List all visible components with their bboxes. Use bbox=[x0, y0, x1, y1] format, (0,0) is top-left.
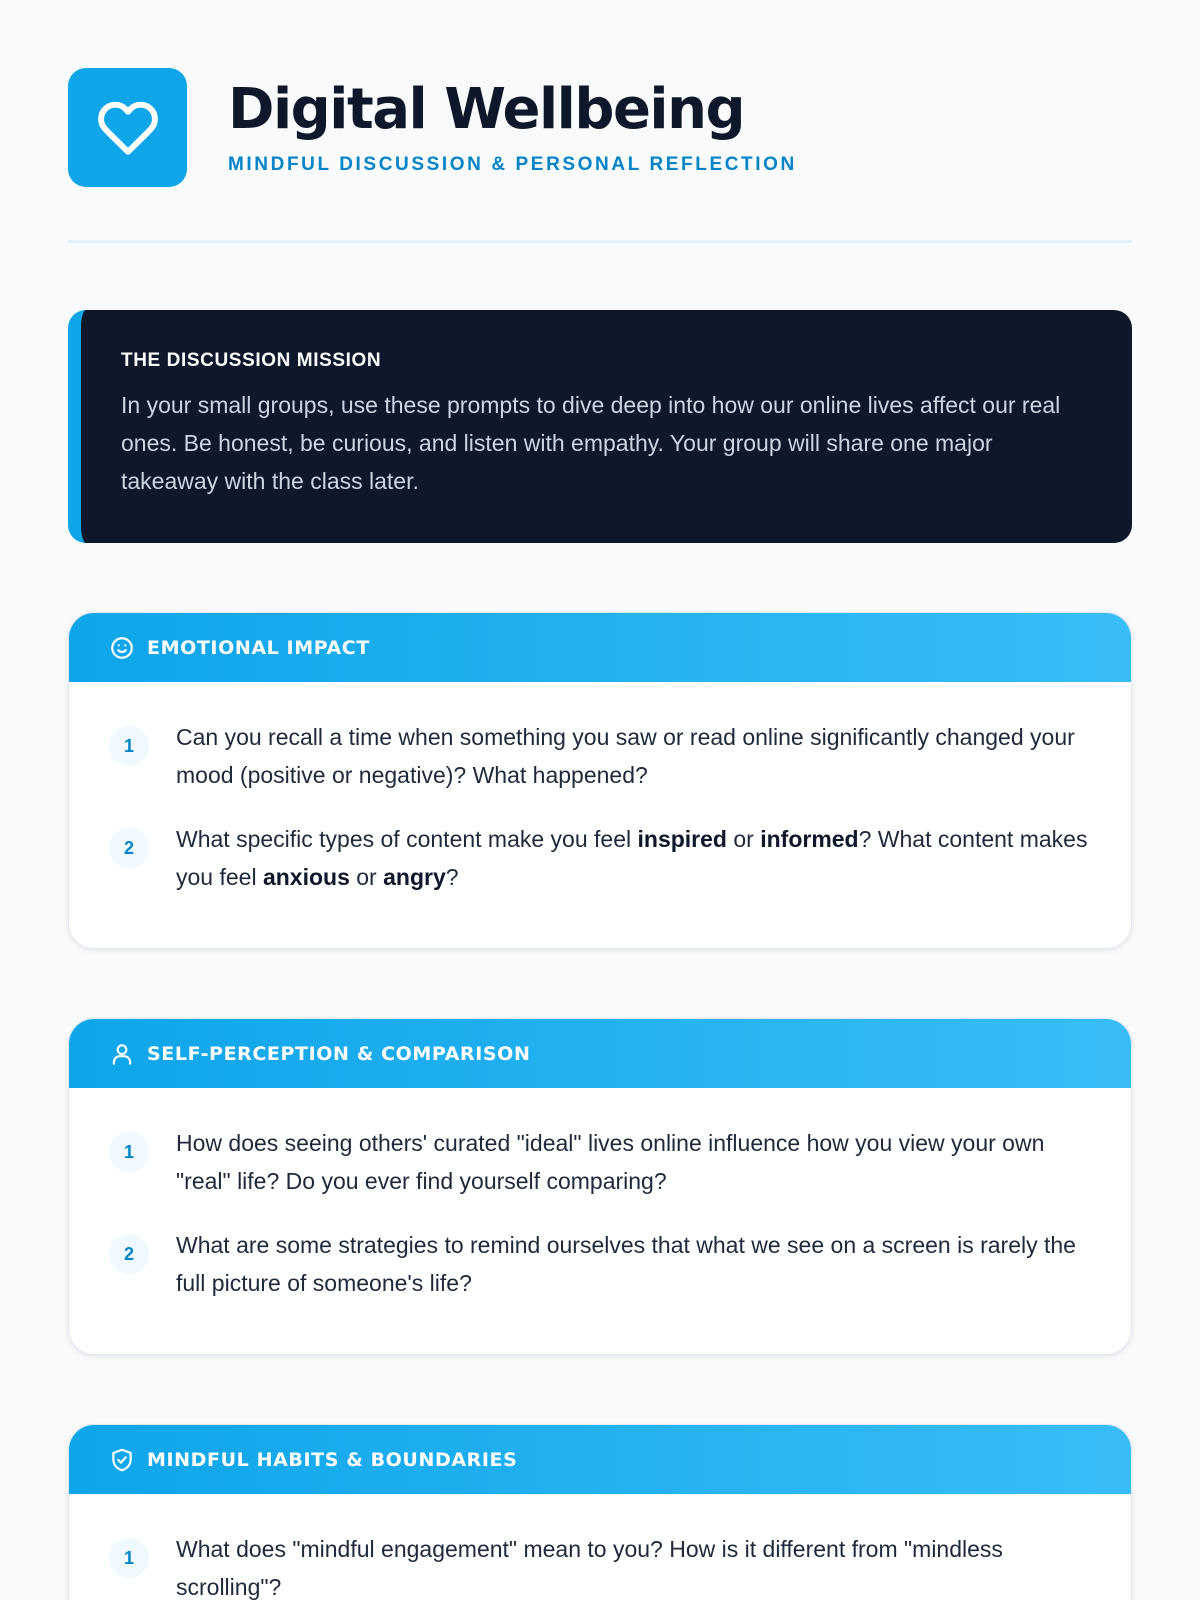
page-title: Digital Wellbeing bbox=[228, 76, 745, 142]
question-text-segment: or bbox=[726, 826, 761, 852]
question-text-segment: How does seeing others' curated "ideal" lives online influence how you view your own "real" life? Do you ever find yourself comparing? bbox=[176, 1130, 1045, 1194]
logo bbox=[68, 68, 187, 187]
question-text bbox=[176, 1124, 1091, 1200]
question-text-segment: What does "mindful engagement" mean to you? How is it different from "mindless scrolling"? bbox=[176, 1536, 1003, 1600]
header-divider bbox=[68, 240, 1132, 243]
mission-text: In your small groups, use these prompts to dive deep into how our online lives affect our real ones. Be honest, be curious, and listen with empathy. Your group will share one major takeaway with the class later. bbox=[121, 392, 1061, 494]
question-text-segment: ? bbox=[445, 864, 459, 890]
user-icon bbox=[109, 1041, 135, 1067]
header bbox=[68, 68, 1132, 187]
page-subtitle: MINDFUL DISCUSSION & PERSONAL REFLECTION bbox=[228, 154, 797, 176]
question-text-segment: What are some strategies to remind ourselves that what we see on a screen is rarely the full picture of someone's life? bbox=[176, 1232, 1076, 1296]
question-item bbox=[109, 1226, 1091, 1302]
topic-card-header bbox=[69, 613, 1131, 682]
topic-card-title: EMOTIONAL IMPACT bbox=[147, 636, 370, 659]
topic-card-body bbox=[69, 1088, 1131, 1354]
question-emphasis: angry bbox=[383, 864, 446, 890]
question-text bbox=[176, 1530, 1091, 1600]
question-emphasis: inspired bbox=[637, 826, 727, 852]
question-text bbox=[176, 1226, 1091, 1302]
topic-card bbox=[68, 1424, 1132, 1600]
question-item bbox=[109, 718, 1091, 794]
heart-icon bbox=[97, 97, 159, 159]
question-number-badge: 1 bbox=[109, 726, 149, 766]
mission-box bbox=[68, 310, 1132, 543]
header-text bbox=[228, 76, 797, 177]
shield-check-icon bbox=[109, 1447, 135, 1473]
topic-card bbox=[68, 612, 1132, 949]
question-item bbox=[109, 1530, 1091, 1600]
mission-title: THE DISCUSSION MISSION bbox=[121, 350, 382, 371]
topic-card-title: SELF-PERCEPTION & COMPARISON bbox=[147, 1042, 531, 1065]
topic-card-header bbox=[69, 1019, 1131, 1088]
question-number-badge: 2 bbox=[109, 828, 149, 868]
topic-card-body bbox=[69, 682, 1131, 948]
topic-card bbox=[68, 1018, 1132, 1355]
question-number-badge: 1 bbox=[109, 1538, 149, 1578]
topic-card-header bbox=[69, 1425, 1131, 1494]
topic-card-body bbox=[69, 1494, 1131, 1600]
question-emphasis: informed bbox=[760, 826, 859, 852]
topic-card-title: MINDFUL HABITS & BOUNDARIES bbox=[147, 1448, 518, 1471]
question-text bbox=[176, 718, 1091, 794]
question-text bbox=[176, 820, 1091, 896]
question-number-badge: 2 bbox=[109, 1234, 149, 1274]
question-number-badge: 1 bbox=[109, 1132, 149, 1172]
sections bbox=[68, 612, 1132, 1600]
question-text-segment: Can you recall a time when something you saw or read online significantly changed your mood (positive or negative)? What happened? bbox=[176, 724, 1075, 788]
question-text-segment: What specific types of content make you feel bbox=[176, 826, 638, 852]
question-item bbox=[109, 1124, 1091, 1200]
question-emphasis: anxious bbox=[262, 864, 350, 890]
smiley-icon bbox=[109, 635, 135, 661]
question-item bbox=[109, 820, 1091, 896]
question-text-segment: or bbox=[349, 864, 384, 890]
question-text-segment: ? What content makes you feel bbox=[176, 826, 1088, 890]
